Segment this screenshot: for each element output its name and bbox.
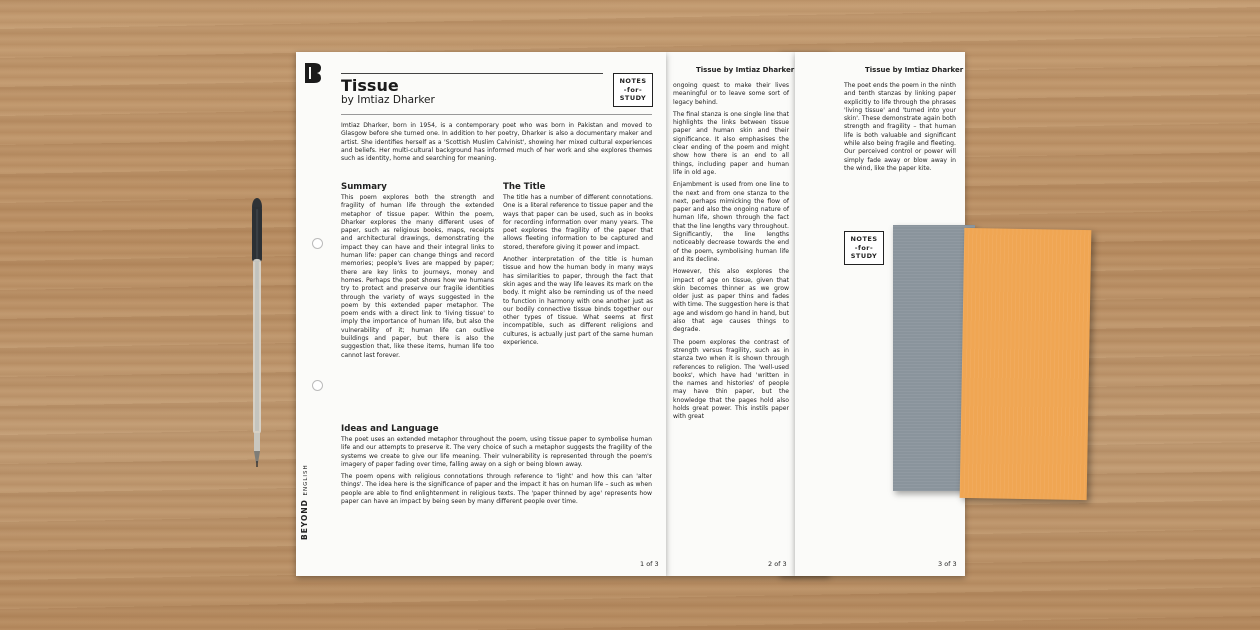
notes-for-study-badge: NOTES -for- STUDY xyxy=(844,231,884,265)
title-column xyxy=(503,182,653,351)
author: by Imtiaz Dharker xyxy=(341,94,435,106)
p2-text-4: However, this also explores the impact of age on tissue, given that skin becomes thinner as we grow older just as paper thins and fades with time. The suggestion here is that age and wisdom go hand in hand, but also that age causes things to degrade. xyxy=(673,268,789,334)
page-title: Tissue xyxy=(341,76,399,95)
p2-text-1: ongoing quest to make their lives meaningful or to leave some sort of legacy behind. xyxy=(673,82,789,106)
ideas-text-2: The poem opens with religious connotations through reference to 'light' and how this can 'alter things'. The idea here is the significance of paper and the impact it has on human life – such as when people are able to find enlightenment in religious texts. The 'paper thinned by age' represents how paper can have an impact by being seen by many different people over time. xyxy=(341,473,652,506)
punch-hole xyxy=(312,238,323,249)
title-text-2: Another interpretation of the title is human tissue and how the human body in many ways has similarities to paper, through the fact that skin ages and the way life leaves its mark on the body. It might also be reminding us of the need to function in harmony with one another just as our bodily connective tissue binds together our other types of tissue. What seems at first incompatible, such as different religions and cultures, is actually just part of the same human experience. xyxy=(503,256,653,347)
page-2 xyxy=(666,52,796,576)
punch-hole xyxy=(312,380,323,391)
notes-for-study-badge: NOTES -for- STUDY xyxy=(613,73,653,107)
intro-text: Imtiaz Dharker, born in 1954, is a contemporary poet who was born in Pakistan and moved to Glasgow before she turned one. In addition to her poetry, Dharker is also a documentary maker and artist. She identifies herself as a 'Scottish Muslim Calvinist', showing her mixed cultural experiences and beliefs. Her multi-cultural background has informed much of her work and she explores themes such as identity, home and searching for meaning. xyxy=(341,122,652,163)
ideas-section xyxy=(341,424,652,510)
ideas-text-1: The poet uses an extended metaphor throughout the poem, using tissue paper to symbolise human life and our attempts to preserve it. The very choice of such a metaphor suggests the fragility of the systems we create to give our life meaning. Their vulnerability is represented through the poem's imagery of paper fading over time, falling away on a sigh or being blown away. xyxy=(341,436,652,468)
beyond-logo-icon xyxy=(304,62,322,84)
page-number: 1 of 3 xyxy=(640,560,659,568)
title-rule xyxy=(341,73,603,74)
header-divider xyxy=(341,114,652,115)
running-head: Tissue by Imtiaz Dharker xyxy=(865,66,964,74)
summary-heading: Summary xyxy=(341,182,387,192)
summary-text: This poem explores both the strength and fragility of human life through the extended metaphor of tissue paper. Within the poem, Dharker explores the many different uses of paper, such as religious books, maps, receipts and architectural drawings, demonstrating the impact they can have and their integral links to human life: paper can change things and record memories; people's lives are mapped by paper; there are key links to journeys, money and homes. Perhaps the poet shows how we humans try to protect and preserve our fragile identities through the variety of ways suggested in the poem by this extended paper metaphor. The poem ends with a direct link to 'living tissue' to imply the importance of human life, but also the vulnerability of it; human life can outlive buildings and paper, but there is also the suggestion that, like these items, human life too cannot last forever. xyxy=(341,194,494,359)
title-text-1: The title has a number of different connotations. One is a literal reference to tissue paper and the ways that paper can be used, such as in books for recording information over many years. The poet explores the fragility of the paper that allows fleeting information to be captured and stored, therefore giving it power and impact. xyxy=(503,194,653,251)
p3-text-1: The poet ends the poem in the ninth and tenth stanzas by linking paper explicitly to life through the phrases 'living tissue' and 'turned into your skin'. These demonstrate again both strength and fragility – that human life is both valuable and significant while also being fragile and fleeting. Our perceived control or power will simply fade away or blow away in the wind, like the paper kite. xyxy=(844,82,956,172)
title-heading: The Title xyxy=(503,182,546,192)
page-3-body xyxy=(844,82,956,177)
summary-column xyxy=(341,182,494,364)
brand-label: BEYOND ENGLISH xyxy=(300,464,309,540)
ideas-heading: Ideas and Language xyxy=(341,424,439,434)
page-2-body xyxy=(673,82,789,426)
running-head: Tissue by Imtiaz Dharker xyxy=(696,66,795,74)
page-number: 2 of 3 xyxy=(768,560,787,568)
intro xyxy=(341,122,652,167)
p2-text-2: The final stanza is one single line that highlights the links between tissue paper and human skin and their significance. It also emphasises the clear ending of the poem and might show how there is an end to all things, including paper and human life in old age. xyxy=(673,110,789,176)
p2-text-5: The poem explores the contrast of strength versus fragility, such as in stanza two when it is shown through references to religion. The 'well-used books', which have had 'written in the names and histories' of people may have thin paper, but the knowledge that the pages hold also holds great power. This instils paper with great xyxy=(673,338,789,421)
p2-text-3: Enjambment is used from one line to the next and from one stanza to the next, perhaps mimicking the flow of paper and also the ongoing nature of human life, shown through the fact that the line lengths vary throughout. Significantly, the line lengths noticeably decrease towards the end of the poem, symbolising human life and its decline. xyxy=(673,181,789,263)
page-number: 3 of 3 xyxy=(938,560,957,568)
page-1 xyxy=(296,52,666,576)
book-orange-page xyxy=(960,228,1092,500)
pen xyxy=(247,197,267,469)
